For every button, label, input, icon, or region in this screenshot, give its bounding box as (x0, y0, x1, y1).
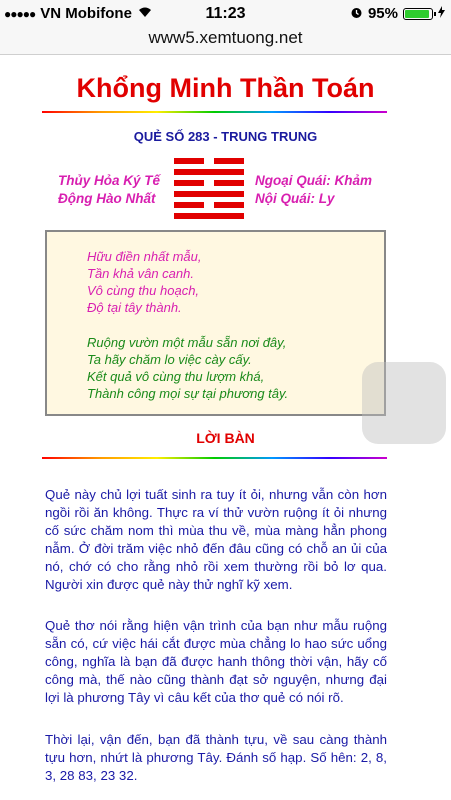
paragraph-2: Quẻ thơ nói rằng hiện vận trình của bạn như mẫu ruộng sẵn có, cứ việc hái cắt được mùa chẳng lo hao sức uổng công, nghĩa là bạn đã được hanh thông thời vận, hãy cố công mà, thế nào cũng thành đạt sở nguyện, nhưng đại lợi là phương Tây vì câu kết của thơ quẻ có nói rõ. (45, 618, 387, 705)
hexagram-line-broken (214, 202, 244, 208)
url-text[interactable]: www5.xemtuong.net (148, 28, 303, 47)
hexagram-line-solid (174, 213, 244, 219)
verse-line: Tần khả vân canh. (87, 266, 194, 281)
verse-line: Ruộng vườn một mẫu sẵn nơi đây, (87, 335, 287, 350)
rainbow-divider-top (42, 111, 387, 113)
verse-line: Độ tại tây thành. (87, 300, 182, 315)
paragraph-1: Quẻ này chủ lợi tuất sinh ra tuy ít ỏi, nhưng vẫn còn hơn ngồi rồi ăn không. Thực ra ví thử vườn ruộng ít ỏi nhưng cố sức chăm nom thì mùa thu về, mùa màng hẳn phong nẫm. Ở đời trăm việc nhỏ đến đâu cũng có chỗ an ủi của nó, chớ có cho rằng nhỏ rồi xem thường rồi bỏ lơ qua. Người xin được quẻ này thử nghĩ kỹ xem. (45, 487, 387, 592)
signal-dots-icon: ●●●●● (4, 6, 36, 21)
hexagram-line-solid (174, 191, 244, 197)
hexagram-names-right (255, 172, 372, 208)
battery-percent: 95% (367, 5, 398, 22)
verse-line: Kết quả vô cùng thu lượm khá, (87, 369, 265, 384)
url-bar[interactable] (0, 26, 451, 55)
inner-trigram: Nội Quái: Ly (255, 191, 335, 206)
hexagram-line-solid (174, 169, 244, 175)
verse-line: Ta hãy chăm lo việc cày cấy. (87, 352, 252, 367)
clock: 11:23 (205, 5, 246, 22)
verse-chinese (87, 248, 201, 316)
hexagram-line-broken (174, 180, 204, 186)
paragraph-3: Thời lại, vận đến, bạn đã thành tựu, về sau càng thành tựu hơn, nhứt là phương Tây. Đánh số hạp. Số hên: 2, 8, 3, 28 83, 23 32. (45, 732, 387, 783)
battery-fill (405, 10, 429, 18)
hexagram-line-broken (214, 158, 244, 164)
verse-line: Thành công mọi sự tại phương tây. (87, 386, 289, 401)
verse-vietnamese (87, 334, 288, 402)
hexagram-symbol (174, 158, 244, 220)
rainbow-divider-middle (42, 457, 387, 459)
status-right (350, 5, 445, 22)
section-heading: LỜI BÀN (196, 430, 255, 446)
assistive-touch-button[interactable] (362, 362, 446, 444)
verse-line: Hữu điền nhất mẫu, (87, 249, 202, 264)
verse-box (45, 230, 386, 416)
page-title: Khổng Minh Thần Toán (76, 73, 375, 103)
moving-line: Động Hào Nhất (58, 191, 156, 206)
hexagram-line-broken (174, 158, 204, 164)
carrier-name: VN Mobifone (40, 5, 132, 22)
hexagram-line-broken (174, 202, 204, 208)
outer-trigram: Ngoại Quái: Khảm (255, 173, 373, 188)
verse-line: Vô cùng thu hoạch, (87, 283, 200, 298)
status-bar (0, 0, 451, 26)
hexagram-name: Thủy Hỏa Ký Tế (58, 173, 161, 188)
hexagram-line-broken (214, 180, 244, 186)
charging-icon (438, 6, 445, 21)
que-heading: QUẺ SỐ 283 - TRUNG TRUNG (133, 129, 318, 144)
alarm-icon (350, 6, 363, 22)
hexagram-names-left (58, 172, 160, 208)
battery-icon (403, 8, 433, 20)
